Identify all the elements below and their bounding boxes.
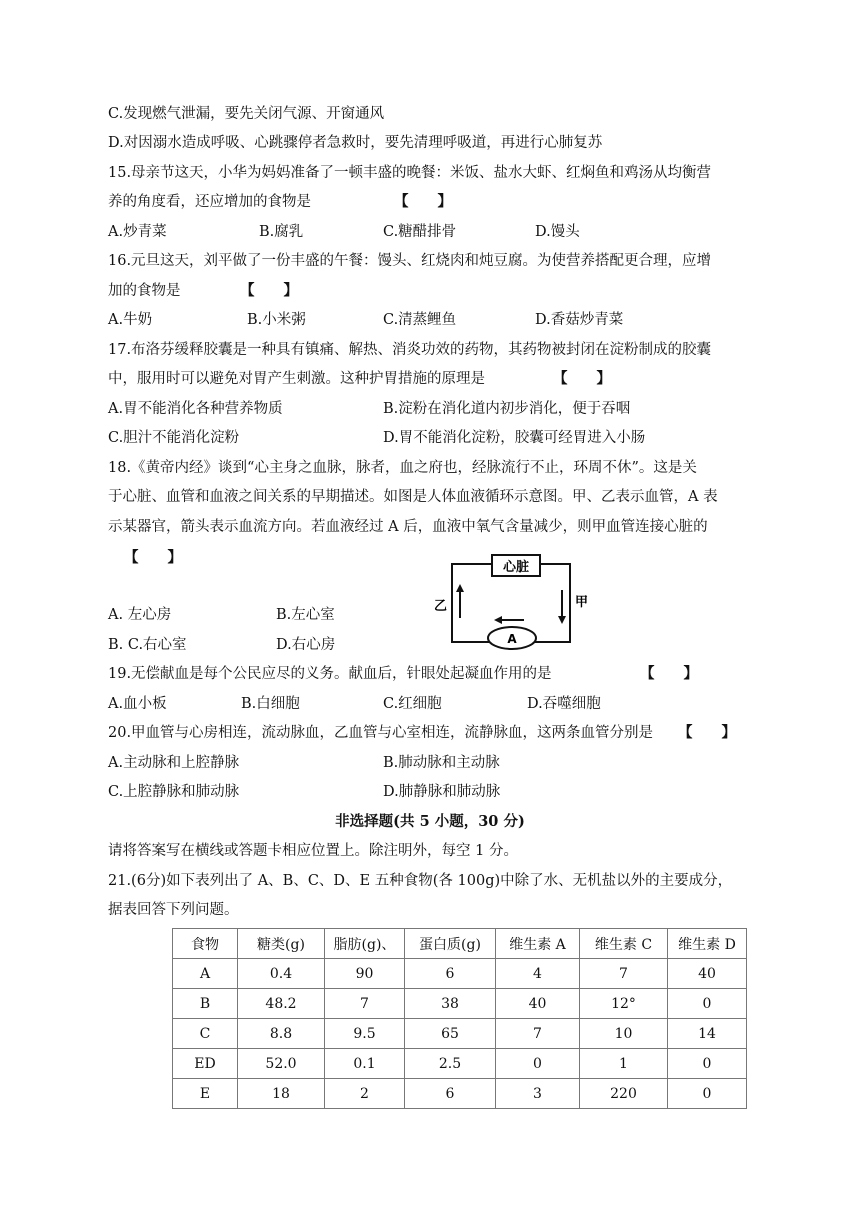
organ-label: A	[507, 632, 517, 646]
q16-option-c: C.清蒸鲤鱼	[383, 312, 457, 328]
table-row	[173, 959, 747, 989]
q20-answer-bracket: 【 】	[678, 724, 736, 741]
q18-option-b: B.左心室	[276, 607, 335, 623]
q19-option-c: C.红细胞	[383, 696, 442, 712]
q20-option-c: C.上腔静脉和肺动脉	[108, 784, 240, 800]
q17-stem-line1: 17.布洛芬缓释胶囊是一种具有镇痛、解热、消炎功效的药物，其药物被封闭在淀粉制成的胶囊	[108, 342, 712, 358]
table-cell: 0	[668, 989, 747, 1019]
q18-option-d: D.右心房	[276, 637, 336, 653]
table-cell: 10	[580, 1019, 668, 1049]
q15-stem-text: 养的角度看，还应增加的食物是	[108, 194, 311, 210]
table-cell: 7	[496, 1019, 580, 1049]
header-carbs: 糖类(g)	[238, 929, 325, 959]
q16-answer-bracket: 【 】	[240, 282, 298, 299]
table-cell: 4	[496, 959, 580, 989]
table-cell: 2	[325, 1079, 405, 1109]
header-vitamin-d: 维生素 D	[668, 929, 747, 959]
table-header-row	[173, 929, 747, 959]
table-cell: 18	[238, 1079, 325, 1109]
arrow-left-bottom	[494, 616, 524, 624]
table-cell: 220	[580, 1079, 668, 1109]
table-cell: ED	[173, 1049, 238, 1079]
arrow-down-right	[558, 590, 566, 624]
table-cell: A	[173, 959, 238, 989]
table-cell: E	[173, 1079, 238, 1109]
q20-option-d: D.肺静脉和肺动脉	[383, 784, 501, 800]
vessel-yi-label: 乙	[434, 599, 448, 614]
table-cell: 52.0	[238, 1049, 325, 1079]
q18-stem-line1: 18.《黄帝内经》谈到“心主身之血脉，脉者，血之府也，经脉流行不止，环周不休”。这是关	[108, 460, 697, 476]
table-cell: 6	[405, 959, 496, 989]
q17-option-a: A.胃不能消化各种营养物质	[108, 401, 283, 417]
table-cell: 6	[405, 1079, 496, 1109]
q15-stem-line2	[108, 192, 311, 212]
q19-option-a: A.血小板	[108, 696, 167, 712]
table-row	[173, 1019, 747, 1049]
table-cell: 0	[668, 1079, 747, 1109]
q14-option-c: C.发现燃气泄漏，要先关闭气源、开窗通风	[108, 106, 385, 122]
q17-option-c: C.胆汁不能消化淀粉	[108, 430, 240, 446]
vessel-jia-label: 甲	[575, 595, 589, 610]
q15-answer-bracket: 【 】	[394, 193, 452, 210]
q16-stem-line2: 加的食物是	[108, 283, 181, 299]
q21-stem-line2: 据表回答下列问题。	[108, 902, 239, 918]
q20-option-a: A.主动脉和上腔静脉	[108, 755, 240, 771]
table-cell: 12°	[580, 989, 668, 1019]
table-cell: 0.1	[325, 1049, 405, 1079]
q17-stem-line2: 中，服用时可以避免对胃产生刺激。这种护胃措施的原理是	[108, 371, 485, 387]
table-cell: B	[173, 989, 238, 1019]
section-title: 非选择题(共 5 小题，30 分)	[335, 813, 525, 830]
q19-option-b: B.白细胞	[241, 696, 300, 712]
table-cell: 40	[668, 959, 747, 989]
q18-answer-bracket: 【 】	[124, 549, 182, 566]
table-cell: 7	[325, 989, 405, 1019]
header-protein: 蛋白质(g)	[405, 929, 496, 959]
header-fat: 脂肪(g)、	[325, 929, 405, 959]
table-row	[173, 1049, 747, 1079]
q15-stem-line1: 15.母亲节这天，小华为妈妈准备了一顿丰盛的晚餐：米饭、盐水大虾、红焖鱼和鸡汤从均衡营	[108, 165, 712, 181]
header-vitamin-c: 维生素 C	[580, 929, 668, 959]
q17-option-d: D.胃不能消化淀粉，胶囊可经胃进入小肠	[383, 430, 646, 446]
table-cell: 90	[325, 959, 405, 989]
q18-option-c: B. C.右心室	[108, 637, 187, 653]
header-food: 食物	[173, 929, 238, 959]
table-cell: 0.4	[238, 959, 325, 989]
table-cell: 9.5	[325, 1019, 405, 1049]
q15-option-d: D.馒头	[535, 224, 580, 240]
table-cell: 65	[405, 1019, 496, 1049]
table-cell: 14	[668, 1019, 747, 1049]
table-cell: 0	[496, 1049, 580, 1079]
q19-option-d: D.吞噬细胞	[527, 696, 601, 712]
table-cell: 48.2	[238, 989, 325, 1019]
table-cell: C	[173, 1019, 238, 1049]
q15-option-a: A.炒青菜	[108, 224, 167, 240]
table-cell: 40	[496, 989, 580, 1019]
q14-option-d: D.对因溺水造成呼吸、心跳骤停者急救时，要先清理呼吸道，再进行心肺复苏	[108, 135, 603, 151]
table-cell: 3	[496, 1079, 580, 1109]
q15-option-c: C.糖醋排骨	[383, 224, 457, 240]
q16-option-a: A.牛奶	[108, 312, 153, 328]
table-cell: 0	[668, 1049, 747, 1079]
heart-label: 心脏	[502, 560, 530, 575]
table-row	[173, 989, 747, 1019]
q16-option-b: B.小米粥	[247, 312, 306, 328]
q20-stem: 20.甲血管与心房相连，流动脉血，乙血管与心室相连，流静脉血，这两条血管分别是	[108, 725, 654, 741]
q17-option-b: B.淀粉在消化道内初步消化，便于吞咽	[383, 401, 631, 417]
q18-stem-line3: 示某器官，箭头表示血流方向。若血液经过 A 后，血液中氧气含量减少，则甲血管连接心脏的	[108, 519, 708, 535]
table-cell: 7	[580, 959, 668, 989]
q19-answer-bracket: 【 】	[640, 665, 698, 682]
q16-option-d: D.香菇炒青菜	[535, 312, 624, 328]
q19-stem: 19.无偿献血是每个公民应尽的义务。献血后，针眼处起凝血作用的是	[108, 666, 552, 682]
q18-option-a: A. 左心房	[108, 607, 172, 623]
q21-stem-line1: 21.(6分)如下表列出了 A、B、C、D、E 五种食物(各 100g)中除了水、无机盐以外的主要成分，	[108, 873, 733, 889]
q18-stem-line2: 于心脏、血管和血液之间关系的早期描述。如图是人体血液循环示意图。甲、乙表示血管，A 表	[108, 489, 718, 505]
table-cell: 1	[580, 1049, 668, 1079]
section-instruction: 请将答案写在横线或答题卡相应位置上。除注明外，每空 1 分。	[108, 843, 518, 859]
table-cell: 8.8	[238, 1019, 325, 1049]
q17-answer-bracket: 【 】	[553, 370, 611, 387]
q15-option-b: B.腐乳	[259, 224, 304, 240]
table-row	[173, 1079, 747, 1109]
circulation-diagram	[430, 548, 590, 653]
arrow-up-left	[456, 584, 464, 618]
table-cell: 2.5	[405, 1049, 496, 1079]
header-vitamin-a: 维生素 A	[496, 929, 580, 959]
table-cell: 38	[405, 989, 496, 1019]
q20-option-b: B.肺动脉和主动脉	[383, 755, 500, 771]
food-nutrient-table	[172, 928, 747, 1109]
q16-stem-line1: 16.元旦这天，刘平做了一份丰盛的午餐：馒头、红烧肉和炖豆腐。为使营养搭配更合理，应增	[108, 253, 712, 269]
